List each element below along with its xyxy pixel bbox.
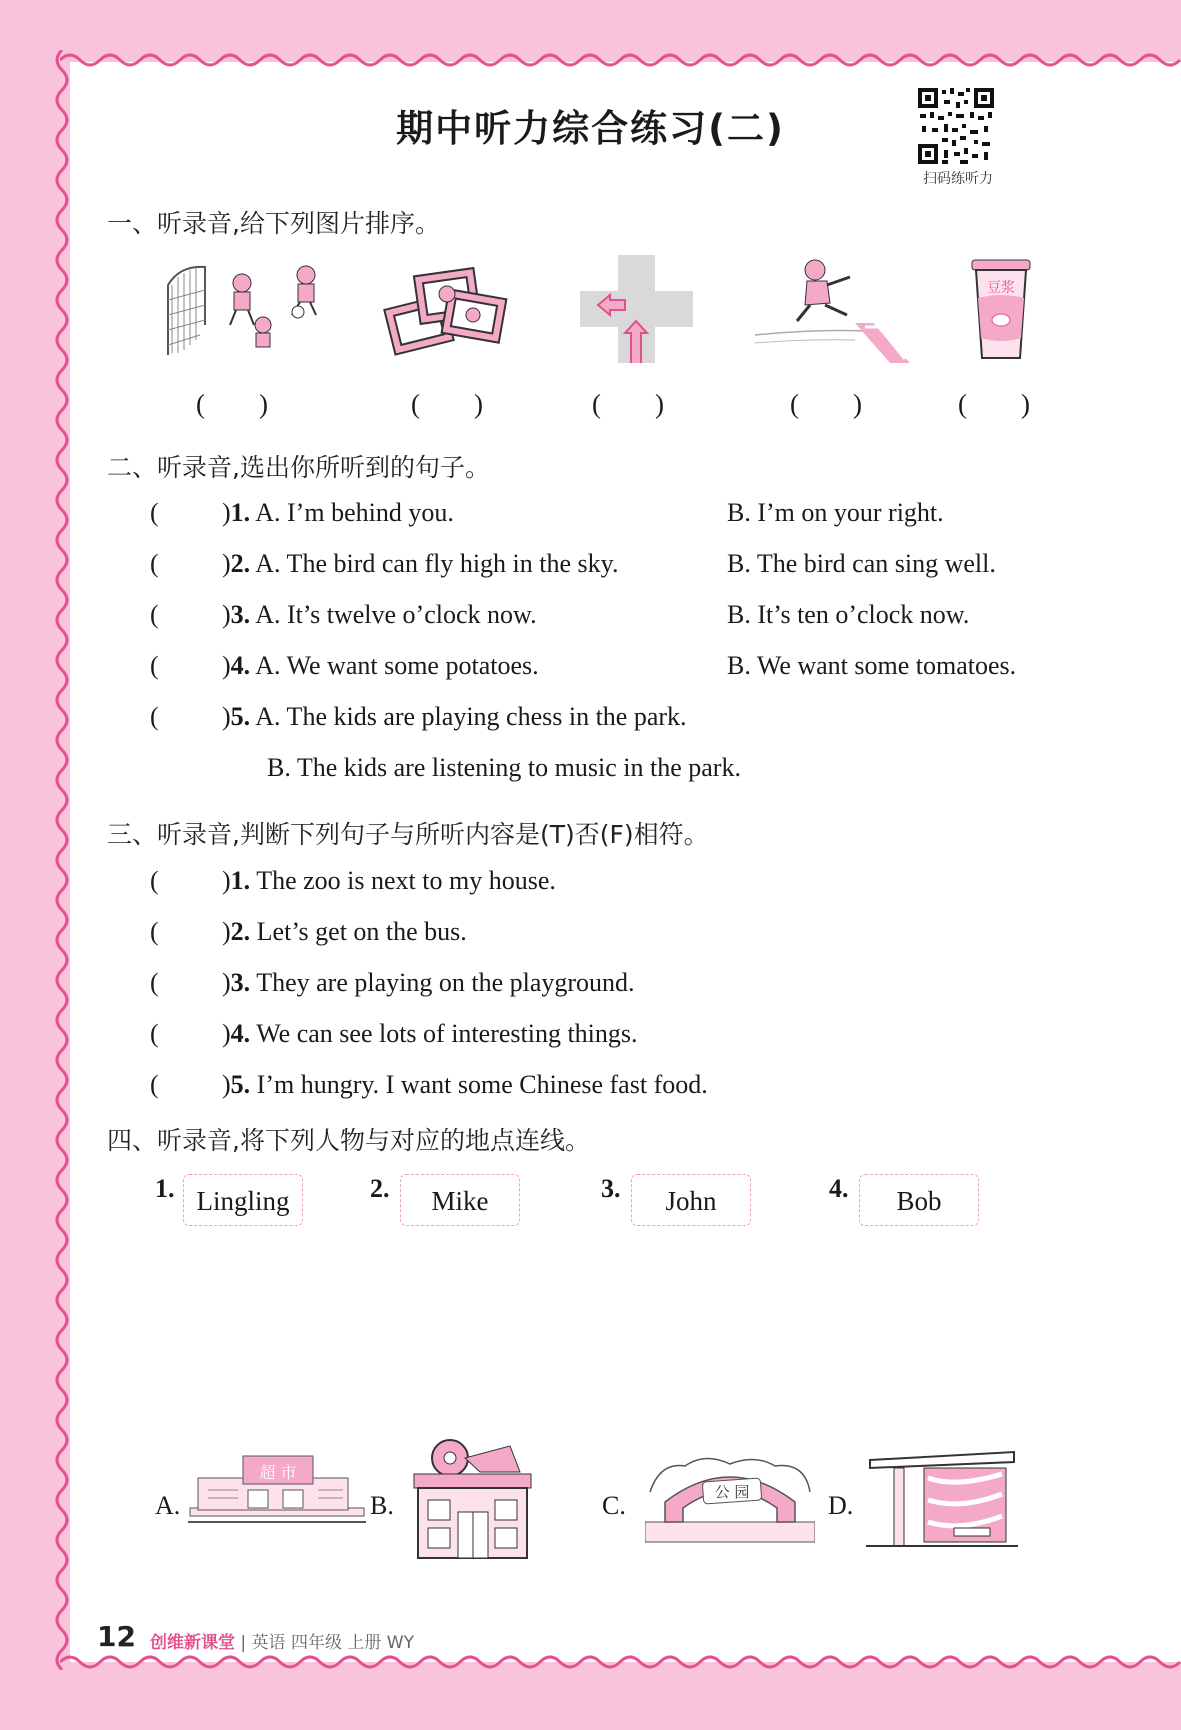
option-a: A. I’m behind you.	[255, 498, 454, 527]
s3-statement-5: ( )5. I’m hungry. I want some Chinese fast food.	[150, 1070, 708, 1099]
cinema-icon[interactable]	[410, 1438, 535, 1562]
place-letter-b: B.	[370, 1491, 394, 1520]
option-a: A. We want some potatoes.	[255, 651, 539, 680]
person-name-john[interactable]: John	[631, 1174, 751, 1226]
cup-label: 豆浆	[987, 280, 1015, 296]
supermarket-icon[interactable]	[188, 1448, 366, 1526]
answer-blank[interactable]: (	[150, 1070, 159, 1099]
s2-q2-option-b: B. The bird can sing well.	[727, 549, 996, 578]
s2-question-5: ( )5. A. The kids are playing chess in the park.	[150, 702, 687, 731]
answer-blank[interactable]: (	[150, 498, 159, 527]
s2-question-4: ( )4. A. We want some potatoes.	[150, 651, 539, 680]
top-wavy-border	[60, 48, 1181, 70]
park-sign: 公 园	[714, 1483, 750, 1501]
person-number-2: 2.	[370, 1174, 390, 1203]
section3-heading: 三、听录音,判断下列句子与所听内容是(T)否(F)相符。	[107, 820, 709, 849]
order-blank-5[interactable]: ( )	[958, 389, 1030, 419]
answer-blank[interactable]: (	[150, 1019, 159, 1048]
left-wavy-border	[48, 50, 72, 1670]
order-blank-4[interactable]: ( )	[790, 389, 862, 419]
answer-blank[interactable]: (	[150, 549, 159, 578]
order-blank-3[interactable]: ( )	[592, 389, 664, 419]
s3-statement-4: ( )4. We can see lots of interesting things.	[150, 1019, 638, 1048]
footer-details: 英语 四年级 上册 WY	[251, 1633, 414, 1653]
section2-heading: 二、听录音,选出你所听到的句子。	[107, 453, 490, 482]
answer-blank[interactable]: (	[150, 917, 159, 946]
answer-blank[interactable]: (	[150, 600, 159, 629]
s3-statement-3: ( )3. They are playing on the playground.	[150, 968, 635, 997]
s2-question-1: ( )1. A. I’m behind you.	[150, 498, 454, 527]
s3-statement-2: ( )2. Let’s get on the bus.	[150, 917, 467, 946]
answer-blank[interactable]: (	[150, 702, 159, 731]
s2-q1-option-b: B. I’m on your right.	[727, 498, 944, 527]
bus-stop-icon[interactable]	[866, 1448, 1018, 1554]
option-a: A. The kids are playing chess in the park.	[255, 702, 687, 731]
section4-heading: 四、听录音,将下列人物与对应的地点连线。	[107, 1126, 590, 1155]
order-blank-1[interactable]: ( )	[196, 389, 268, 419]
person-number-3: 3.	[601, 1174, 621, 1203]
qr-label: 扫码练听力	[923, 171, 993, 187]
answer-blank[interactable]: (	[150, 968, 159, 997]
soccer-picture-icon	[160, 255, 330, 360]
place-letter-c: C.	[602, 1491, 626, 1520]
person-name-lingling[interactable]: Lingling	[183, 1174, 303, 1226]
s2-question-2: ( )2. A. The bird can fly high in the sky.	[150, 549, 619, 578]
crossroad-picture-icon	[580, 255, 693, 363]
park-gate-icon[interactable]	[645, 1452, 815, 1544]
bottom-wavy-border	[60, 1650, 1181, 1674]
footer-info: 创维新课堂 | 英语 四年级 上册 WY	[150, 1633, 414, 1653]
qr-code-icon[interactable]	[916, 86, 996, 166]
s2-q5-option-b: B. The kids are listening to music in the park.	[267, 753, 741, 782]
answer-blank[interactable]: (	[150, 866, 159, 895]
section1-heading: 一、听录音,给下列图片排序。	[107, 209, 440, 238]
option-a: A. It’s twelve o’clock now.	[255, 600, 537, 629]
answer-blank[interactable]: (	[150, 651, 159, 680]
soy-milk-picture-icon	[970, 258, 1032, 362]
page-number: 12	[97, 1620, 136, 1653]
jumping-picture-icon	[755, 255, 910, 363]
supermarket-sign: 超 市	[259, 1463, 297, 1482]
photos-picture-icon	[383, 258, 518, 360]
page-title: 期中听力综合练习(二)	[396, 107, 785, 150]
person-name-mike[interactable]: Mike	[400, 1174, 520, 1226]
s2-q3-option-b: B. It’s ten o’clock now.	[727, 600, 970, 629]
s2-question-3: ( )3. A. It’s twelve o’clock now.	[150, 600, 537, 629]
person-number-1: 1.	[155, 1174, 175, 1203]
person-number-4: 4.	[829, 1174, 849, 1203]
s3-statement-1: ( )1. The zoo is next to my house.	[150, 866, 556, 895]
s2-q4-option-b: B. We want some tomatoes.	[727, 651, 1017, 680]
option-a: A. The bird can fly high in the sky.	[255, 549, 619, 578]
footer-brand: 创维新课堂	[150, 1633, 235, 1653]
place-letter-d: D.	[828, 1491, 854, 1520]
place-letter-a: A.	[155, 1491, 181, 1520]
person-name-bob[interactable]: Bob	[859, 1174, 979, 1226]
order-blank-2[interactable]: ( )	[411, 389, 483, 419]
